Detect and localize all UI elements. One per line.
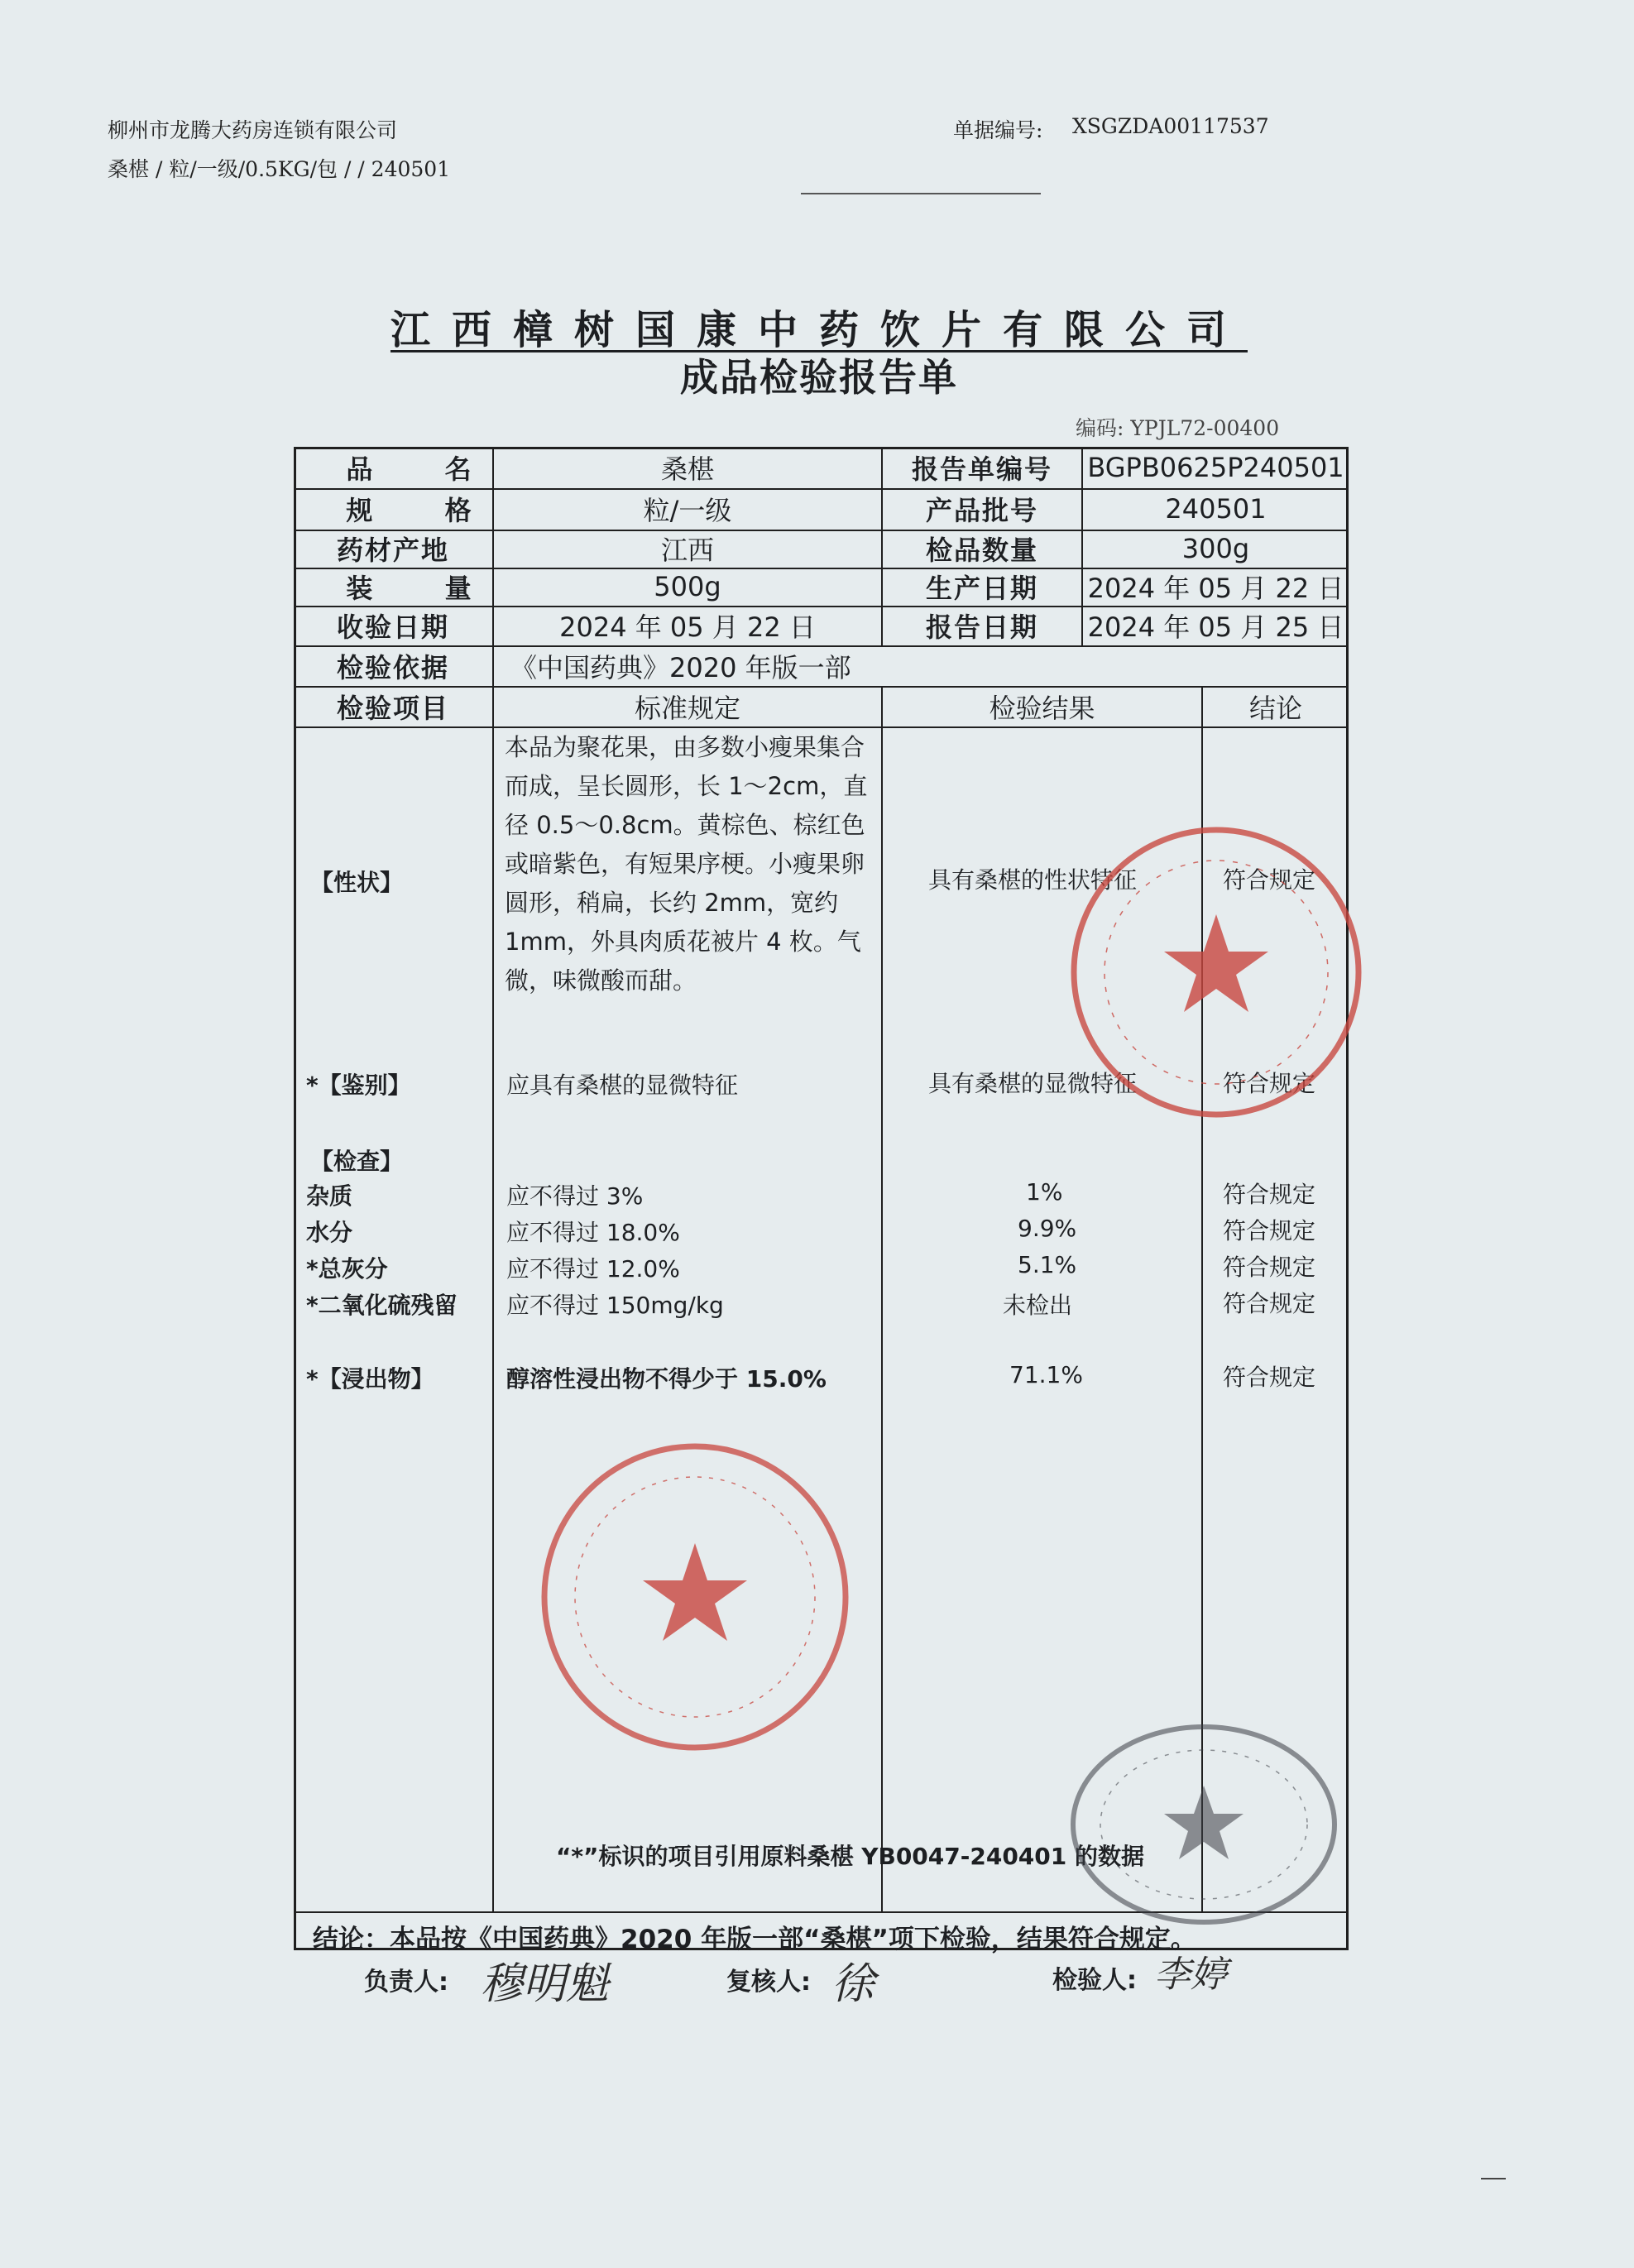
- col-item-header: 检验项目: [336, 692, 449, 724]
- batch-label: 产品批号: [925, 495, 1038, 526]
- basis-label: 检验依据: [336, 651, 449, 683]
- quality-seal-stamp: [1067, 823, 1365, 1121]
- col-standard-header: 标准规定: [634, 692, 740, 724]
- pack-label: 装 量: [346, 573, 503, 604]
- scan-mark: [1481, 2178, 1506, 2179]
- distributor-name: 柳州市龙腾大药房连锁有限公司: [108, 118, 398, 142]
- qty-label: 检品数量: [925, 535, 1038, 566]
- conclusion-line: 结论：本品按《中国药典》2020 年版一部“桑椹”项下检验，结果符合规定。: [313, 1925, 1196, 1954]
- inspector-signature: 李婷: [1154, 1954, 1227, 1996]
- report-no: BGPB0625P240501: [1087, 452, 1344, 483]
- report-code: 编码: YPJL72-00400: [1076, 416, 1280, 440]
- identification-conclusion: 符合规定: [1223, 1070, 1316, 1097]
- spec-label: 规 格: [346, 495, 503, 526]
- inspection-item: *二氧化硫残留: [306, 1292, 458, 1319]
- report-no-label: 报告单编号: [911, 453, 1052, 485]
- reviewer-label: 复核人:: [726, 1968, 811, 1997]
- inspection-result: 未检出: [1003, 1292, 1073, 1319]
- inspection-item: 杂质: [306, 1182, 353, 1210]
- character-conclusion: 符合规定: [1223, 866, 1316, 894]
- inspector-label: 检验人:: [1052, 1966, 1137, 1995]
- extract-conclusion: 符合规定: [1223, 1364, 1316, 1391]
- identification-item: *【鉴别】: [306, 1072, 411, 1099]
- extract-result: 71.1%: [1009, 1361, 1083, 1388]
- sample-qty: 300g: [1181, 533, 1250, 564]
- voucher-label: 单据编号:: [953, 118, 1043, 142]
- character-result: 具有桑椹的性状特征: [928, 866, 1138, 894]
- inspection-conclusion: 符合规定: [1223, 1254, 1316, 1281]
- footnote: “*”标识的项目引用原料桑椹 YB0047-240401 的数据: [556, 1843, 1145, 1870]
- product-name: 桑椹: [660, 453, 714, 485]
- inspection-conclusion: 符合规定: [1223, 1290, 1316, 1317]
- inspection-seal-stamp: [1067, 1721, 1340, 1928]
- responsible-signature: 穆明魁: [480, 1959, 610, 2009]
- divider-line: [801, 193, 1041, 194]
- origin: 江西: [660, 535, 714, 566]
- inspection-result: 5.1%: [1018, 1251, 1077, 1278]
- responsible-label: 负责人:: [364, 1968, 448, 1997]
- batch-no: 240501: [1165, 493, 1267, 525]
- spec: 粒/一级: [643, 495, 732, 526]
- report-date: 2024 年 05 月 25 日: [1087, 611, 1344, 643]
- character-standard: 本品为聚花果，由多数小瘦果集合而成，呈长圆形，长 1～2cm，直径 0.5～0.8cm。黄棕色、棕红色或暗紫色，有短果序梗。小瘦果卵圆形，稍扁，长约 2mm，宽约 1mm，外具肉质花被片 4 枚。气微，味微酸而甜。: [505, 733, 868, 995]
- inspection-result: 1%: [1026, 1178, 1063, 1206]
- inspection-result: 9.9%: [1018, 1215, 1077, 1242]
- voucher-number: XSGZDA00117537: [1072, 114, 1269, 138]
- inspection-standard: 应不得过 18.0%: [506, 1219, 680, 1246]
- reviewer-signature: 徐: [831, 1959, 875, 2009]
- inspection-header: 【检查】: [310, 1148, 404, 1175]
- pack-amount: 500g: [654, 571, 721, 602]
- basis: 《中国药典》2020 年版一部: [510, 651, 851, 683]
- inspection-item: 水分: [306, 1219, 353, 1246]
- inspection-standard: 应不得过 12.0%: [506, 1255, 680, 1283]
- product-line: 桑椹 / 粒/一级/0.5KG/包 / / 240501: [108, 157, 451, 181]
- extract-item: *【浸出物】: [306, 1365, 434, 1393]
- report-date-label: 报告日期: [925, 611, 1038, 643]
- col-result-header: 检验结果: [989, 692, 1095, 724]
- character-item: 【性状】: [310, 869, 404, 896]
- inspection-standard: 应不得过 150mg/kg: [506, 1292, 724, 1319]
- recv-date-label: 收验日期: [336, 611, 449, 643]
- prod-date-label: 生产日期: [925, 573, 1038, 604]
- table-col-rule: [881, 686, 883, 1911]
- pharmacy-seal-stamp: [538, 1440, 852, 1754]
- origin-label: 药材产地: [336, 535, 449, 566]
- col-conclusion-header: 结论: [1248, 692, 1302, 724]
- inspection-standard: 应不得过 3%: [506, 1182, 644, 1210]
- identification-standard: 应具有桑椹的显微特征: [506, 1072, 739, 1099]
- company-title: 江西樟树国康中药饮片有限公司: [390, 307, 1248, 353]
- inspection-item: *总灰分: [306, 1255, 388, 1283]
- extract-standard: 醇溶性浸出物不得少于 15.0%: [506, 1365, 827, 1393]
- identification-result: 具有桑椹的显微特征: [928, 1070, 1138, 1097]
- inspection-conclusion: 符合规定: [1223, 1181, 1316, 1208]
- prod-date: 2024 年 05 月 22 日: [1087, 573, 1344, 604]
- inspection-conclusion: 符合规定: [1223, 1217, 1316, 1244]
- name-label: 品 名: [346, 453, 503, 485]
- report-title: 成品检验报告单: [680, 355, 958, 400]
- recv-date: 2024 年 05 月 22 日: [559, 611, 816, 643]
